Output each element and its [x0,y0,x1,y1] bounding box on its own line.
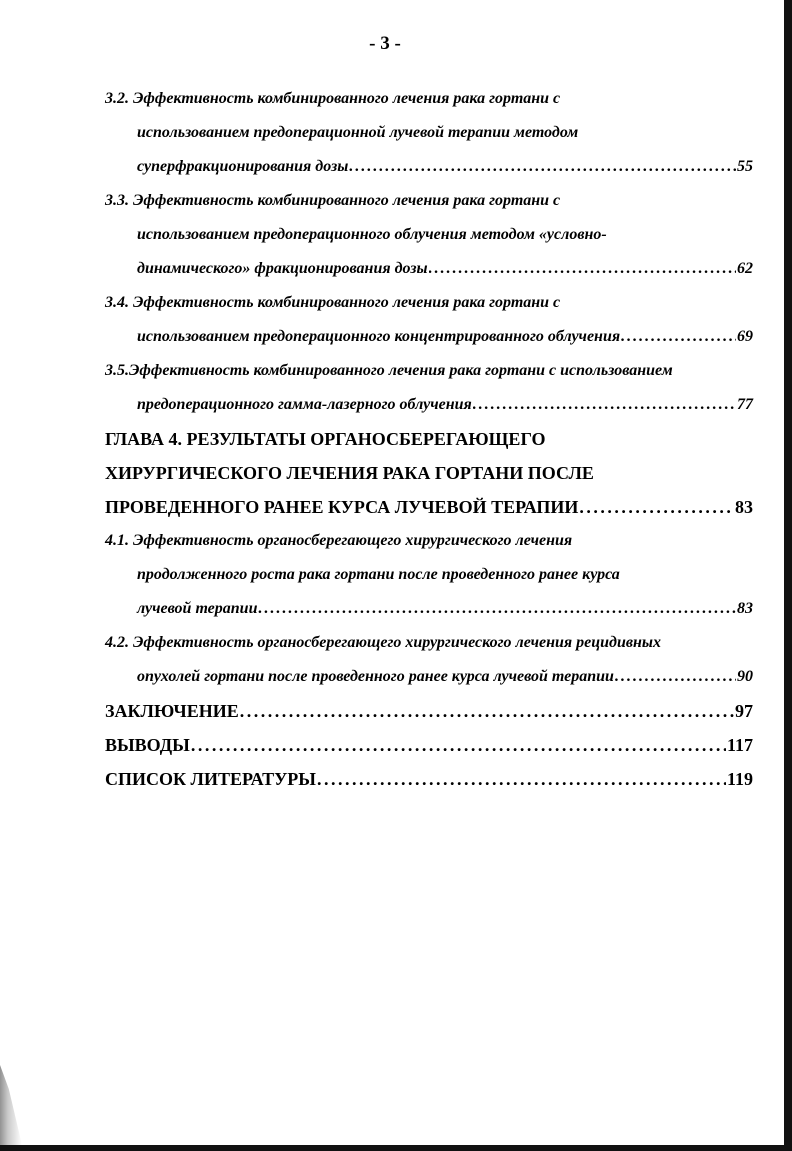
toc-references [105,762,753,796]
toc-chapter-4-line-2 [105,456,753,490]
toc-entry-4-2-line-2 [105,660,753,694]
dot-leader [240,694,734,728]
toc-page-number: 69 [737,328,753,345]
toc-entry-3-3-line-2 [105,218,753,252]
toc-entry-3-3-line-1 [105,184,753,218]
toc-page-number: 97 [735,701,753,721]
dot-leader [317,762,726,796]
toc-entry-text: 4.2. Эффективность органосберегающего хирургического лечения рецидивных [105,634,662,651]
toc-entry-text: использованием предоперационного облучения методом «условно- [137,226,607,243]
toc-entry-3-3-line-3 [105,252,753,286]
toc-entry-4-1-line-3 [105,592,753,626]
toc-chapter-text: ХИРУРГИЧЕСКОГО ЛЕЧЕНИЯ РАКА ГОРТАНИ ПОСЛЕ [105,463,594,483]
dot-leader [258,592,736,626]
toc-entry-text: 4.1. Эффективность органосберегающего хирургического лечения [105,532,573,549]
toc-page-number: 62 [737,260,753,277]
toc-chapter-text: ЗАКЛЮЧЕНИЕ [105,701,239,721]
dot-leader [473,388,736,422]
toc-entry-3-5-line-2 [105,388,753,422]
scan-shadow [0,1065,22,1145]
dot-leader [191,728,726,762]
toc-page-number: 117 [726,735,753,755]
toc-entry-3-5-line-1 [105,354,753,388]
page-edge-bottom [0,1145,792,1151]
page-number: - 3 - [369,33,401,54]
toc-page-number: 83 [737,600,753,617]
toc-entry-3-2-line-1 [105,82,753,116]
toc-entry-text: продолженного роста рака гортани после проведенного ранее курса [137,566,620,583]
toc-entry-text: динамического» фракционирования дозы [137,260,428,277]
toc-page-number: 83 [735,497,753,517]
toc-entry-text: использованием предоперационного концентрированного облучения [137,328,621,345]
toc-page-number: 119 [726,769,753,789]
toc-entry-text: лучевой терапии [137,600,258,617]
toc-entry-3-4-line-2 [105,320,753,354]
toc-page-number: 55 [737,158,753,175]
toc-entry-text: использованием предоперационной лучевой терапии методом [137,124,579,141]
toc-entry-text: 3.4. Эффективность комбинированного лечения рака гортани с [105,294,561,311]
dot-leader [429,252,736,286]
toc-chapter-text: СПИСОК ЛИТЕРАТУРЫ [105,769,316,789]
dot-leader [615,660,736,694]
toc-chapter-text: ВЫВОДЫ [105,735,190,755]
toc-entry-text: предоперационного гамма-лазерного облучения [137,396,472,413]
toc-page-number: 90 [737,668,753,685]
toc-chapter-text: ПРОВЕДЕННОГО РАНЕЕ КУРСА ЛУЧЕВОЙ ТЕРАПИИ [105,497,579,517]
toc-entry-3-2-line-2 [105,116,753,150]
toc-entry-4-1-line-1 [105,524,753,558]
toc-entry-3-2-line-3 [105,150,753,184]
toc-entry-text: суперфракционирования дозы [137,158,349,175]
toc-chapter-4-line-3 [105,490,753,524]
toc-entry-text: опухолей гортани после проведенного ранее курса лучевой терапии [137,668,614,685]
dot-leader [349,150,736,184]
toc-entry-3-4-line-1 [105,286,753,320]
table-of-contents [105,82,753,796]
toc-chapter-4-line-1 [105,422,753,456]
toc-entry-4-1-line-2 [105,558,753,592]
dot-leader [621,320,736,354]
toc-findings [105,728,753,762]
toc-conclusion [105,694,753,728]
toc-entry-text: 3.5.Эффективность комбинированного лечения рака гортани с использованием [105,362,673,379]
toc-entry-4-2-line-1 [105,626,753,660]
toc-entry-text: 3.2. Эффективность комбинированного лечения рака гортани с [105,90,561,107]
dot-leader [579,490,734,524]
toc-entry-text: 3.3. Эффективность комбинированного лечения рака гортани с [105,192,561,209]
toc-page-number: 77 [737,396,753,413]
toc-chapter-text: ГЛАВА 4. РЕЗУЛЬТАТЫ ОРГАНОСБЕРЕГАЮЩЕГО [105,429,546,449]
page-edge-right [784,0,792,1151]
